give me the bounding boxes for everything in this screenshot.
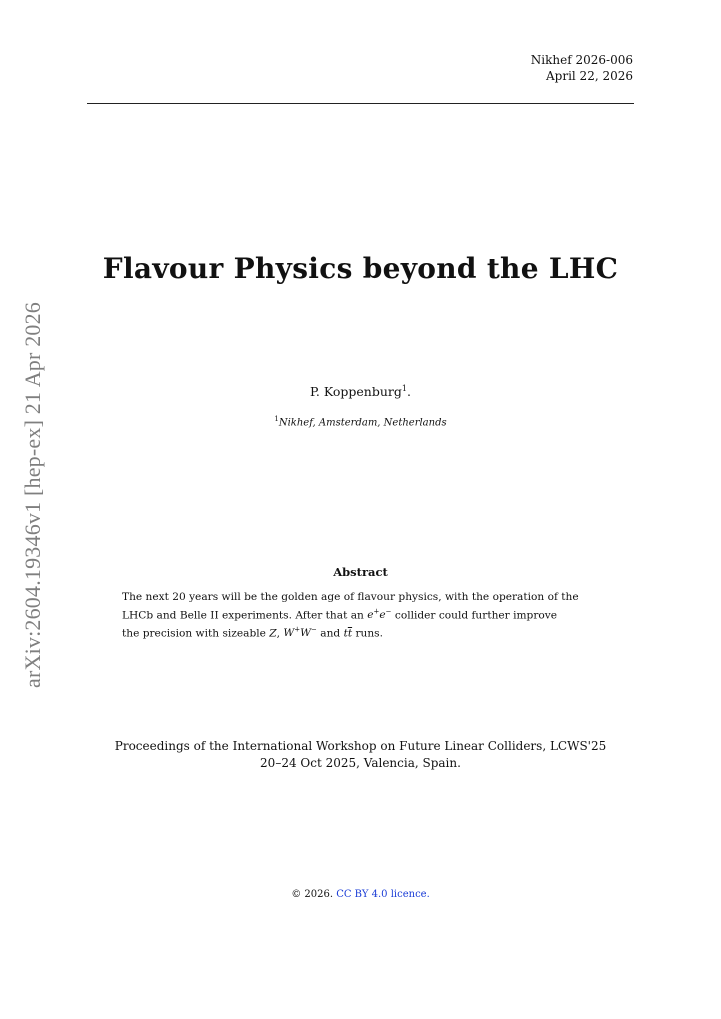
proceedings-line-2: 20–24 Oct 2025, Valencia, Spain. [260,756,461,770]
abstract-text: and [316,627,344,640]
abstract-body [122,590,602,641]
affiliation-line [0,415,721,428]
abstract-text: runs. [352,627,383,640]
author-line [0,384,721,399]
abstract-line-1: The next 20 years will be the golden age of flavour physics, with the operation of the [122,591,579,603]
math-ww: W+W− [283,625,317,640]
abstract-text: the precision with sizeable [122,627,270,640]
arxiv-identifier-stamp: arXiv:2604.19346v1 [hep-ex] 21 Apr 2026 [20,301,45,689]
math-ttbar: $t\overline{t}$ [343,627,353,640]
abstract-text: collider could further improve [391,609,558,622]
report-date: April 22, 2026 [545,69,633,83]
affiliation-text: Nikhef, Amsterdam, Netherlands [278,417,447,429]
abstract-line-2 [122,605,602,623]
author-affil-mark: 1 [401,384,407,393]
licence-link[interactable]: CC BY 4.0 licence. [336,889,430,900]
paper-title: Flavour Physics beyond the LHC [102,252,619,285]
proceedings-note [0,738,721,772]
affiliation-mark: 1 [274,415,279,423]
math-z: Z [269,627,277,640]
report-info [531,52,633,84]
math-ee: e+e− [367,607,392,622]
abstract-text: LHCb and Belle II experiments. After that an [122,609,368,622]
abstract-line-3: the precision with sizeable Z, W+W− and $t\overline{t}$ runs. [122,625,383,640]
copyright-footer [0,889,721,900]
author-trailing: . [406,384,411,400]
proceedings-line-1: Proceedings of the International Workshop on Future Linear Colliders, LCWS'25 [114,739,607,753]
copyright-text: © 2026. [291,889,334,900]
author-name: P. Koppenburg [310,384,402,400]
header-rule [87,103,634,104]
report-number: Nikhef 2026-006 [530,53,633,67]
abstract-heading: Abstract [333,565,388,579]
